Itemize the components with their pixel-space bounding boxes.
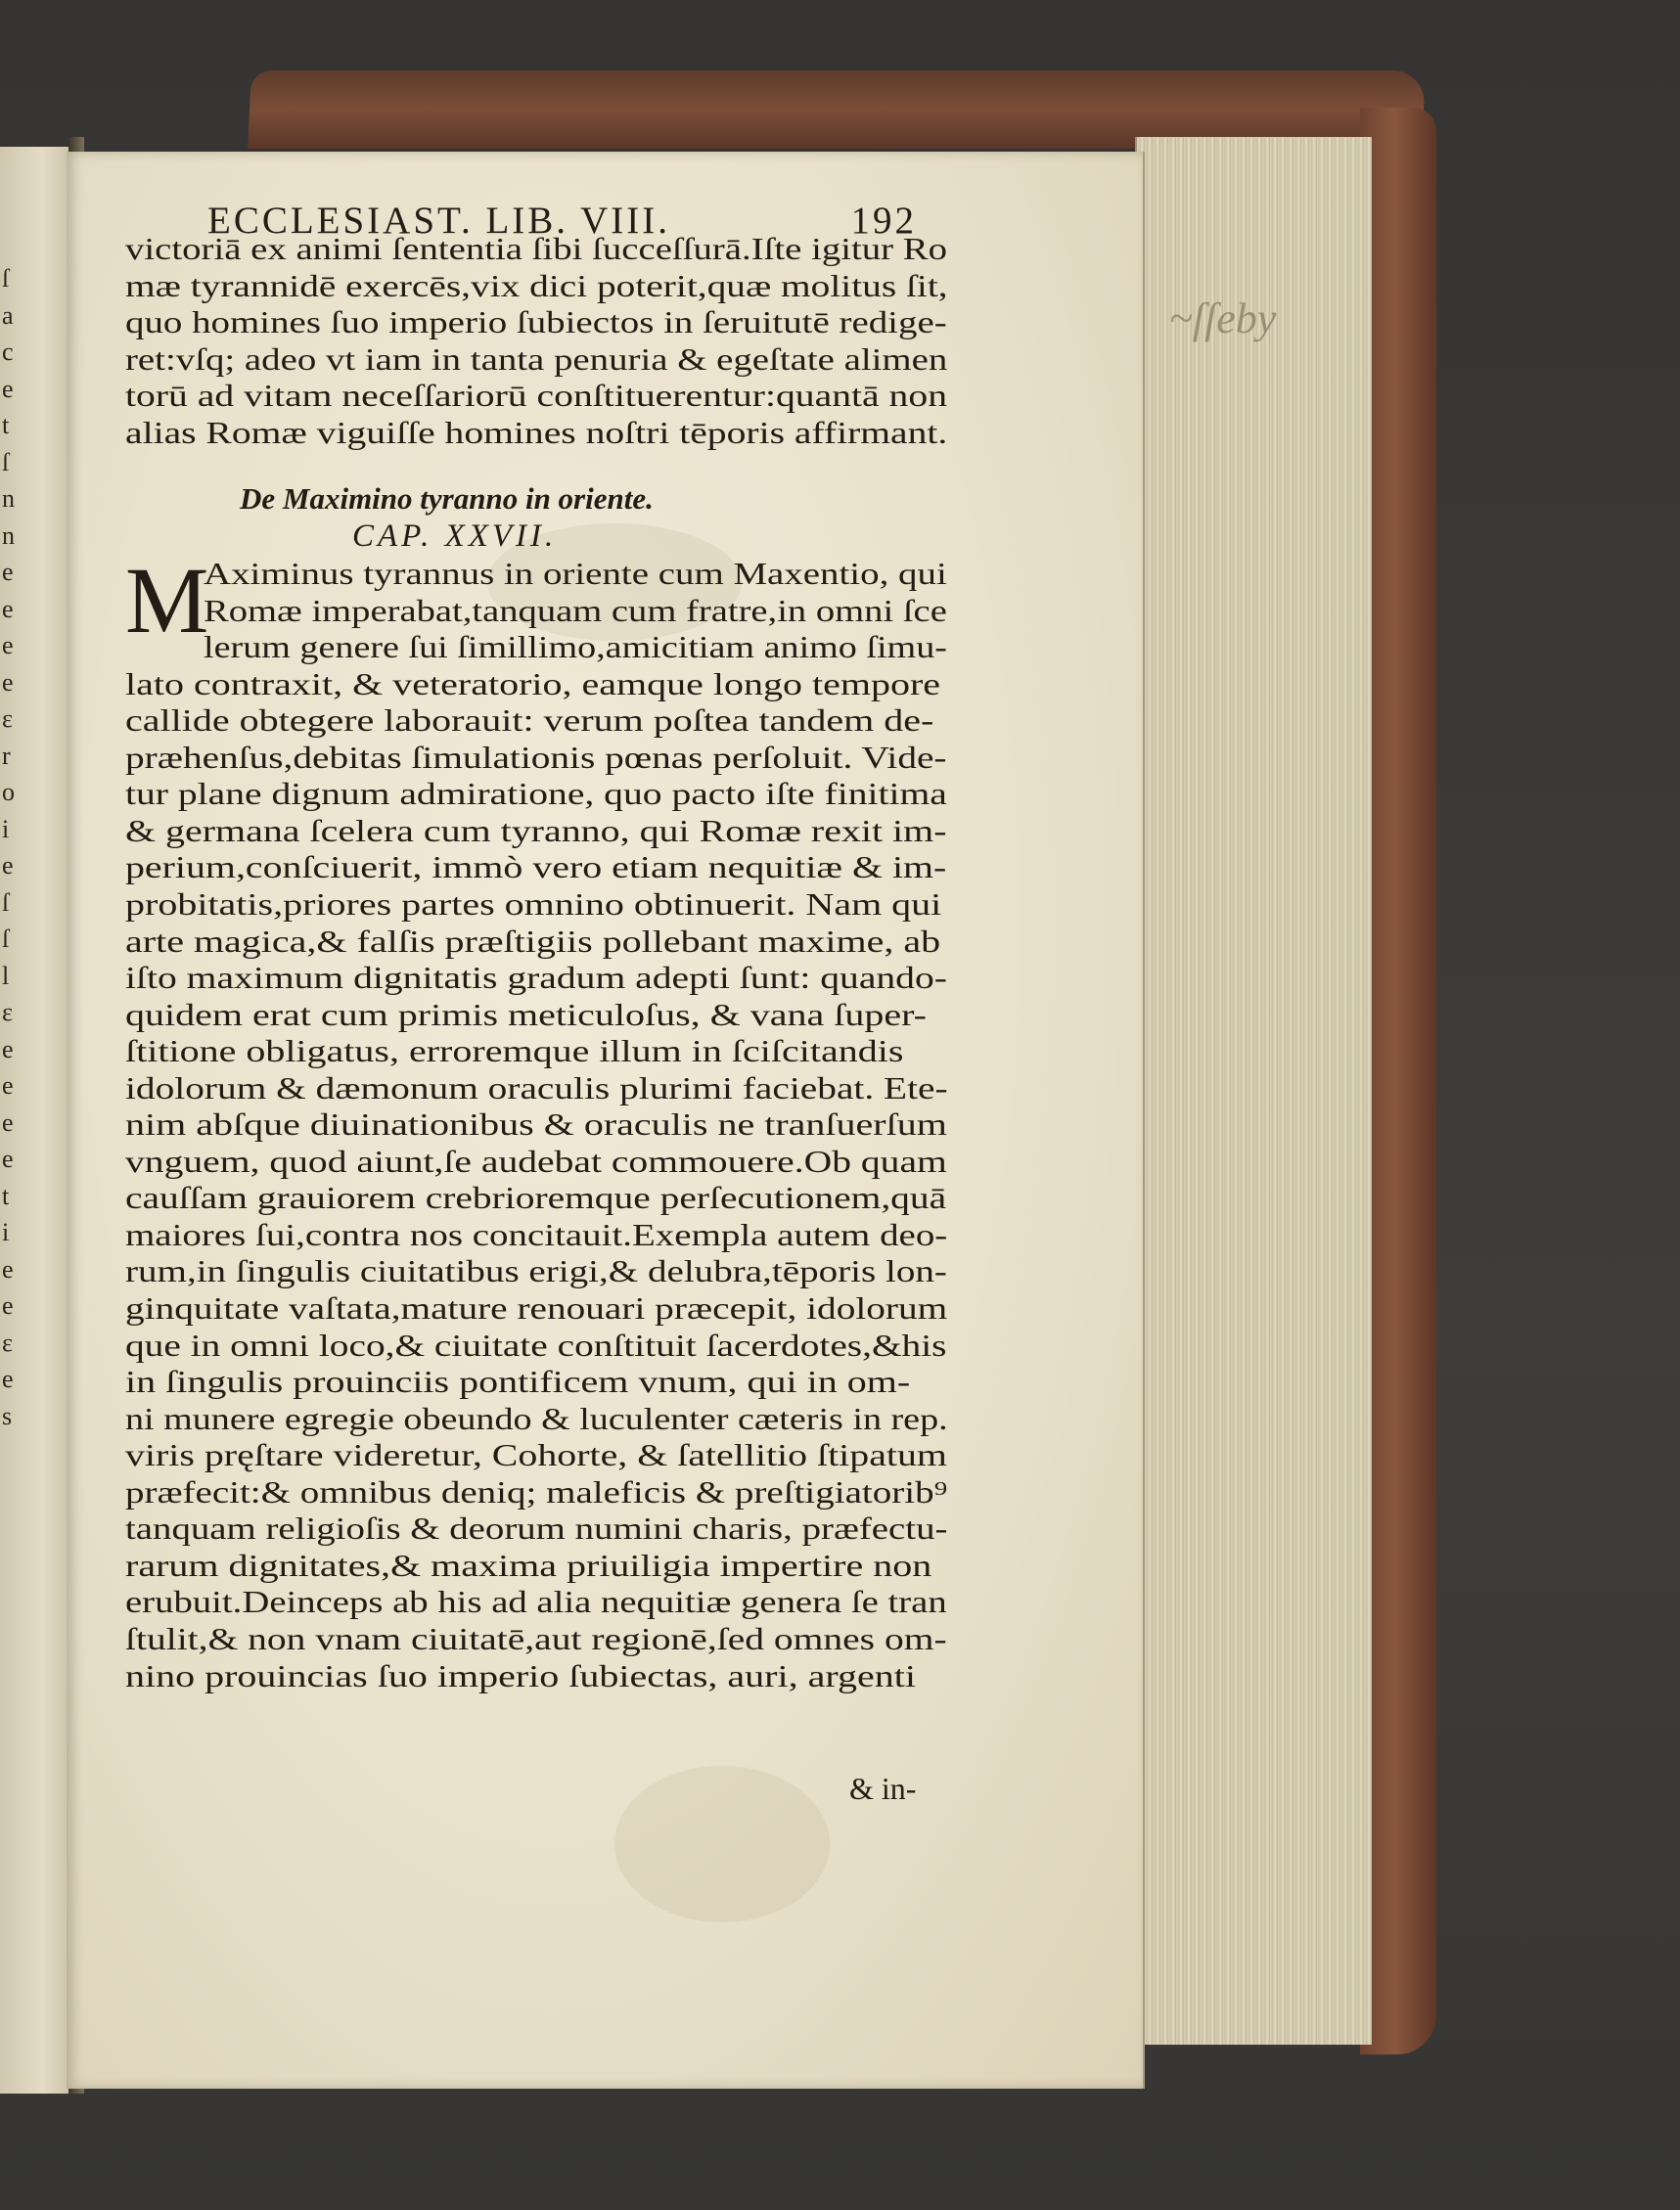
previous-page-letter: c [2, 338, 14, 366]
previous-page-letter: i [2, 814, 10, 843]
text-line: vnguem, quod aiunt,ſe audebat commouere.Ob quam [125, 1143, 947, 1179]
text-line: quo homines ſuo imperio ſubiectos in ſeruitutē redige- [125, 304, 947, 339]
text-line: nino prouincias ſuo imperio ſubiectas, auri, argenti [125, 1657, 916, 1693]
previous-page-letter: e [2, 1365, 14, 1393]
catchword: & in- [849, 1771, 917, 1806]
running-title: ECCLESIAST. LIB. VIII. [207, 200, 670, 242]
previous-page-letter: ε [2, 1328, 13, 1357]
text-line: ginquitate vaſtata,mature renouari præcepit, idolorum [125, 1290, 948, 1326]
text-line: victoriā ex animi ſententia ſibi ſucceſſurā.Iſte igitur Ro [125, 231, 948, 266]
text-line: lerum genere ſui ſimillimo,amicitiam animo ſimu- [204, 629, 947, 665]
previous-page-letter: ε [2, 998, 13, 1026]
text-line: quidem erat cum primis meticuloſus, & vana ſuper- [125, 996, 927, 1032]
previous-page-letter: e [2, 631, 14, 659]
previous-page-letter: e [2, 667, 14, 697]
ownership-mark-on-edge: ~ſſeby [1169, 294, 1277, 342]
text-line: rum,in ſingulis ciuitatibus erigi,& delubra,tēporis lon- [125, 1253, 947, 1289]
text-line: viris pręſtare videretur, Cohorte, & ſatellitio ſtipatum [125, 1437, 947, 1473]
previous-page-letter: l [2, 961, 10, 990]
previous-page-letter: e [2, 851, 14, 879]
page-number: 192 [850, 200, 917, 242]
text-line: lato contraxit, & veteratorio, eamque longo tempore [125, 665, 941, 701]
text-line: in ſingulis prouinciis pontificem vnum, qui in om- [125, 1364, 911, 1400]
previous-page-letter: ſ [2, 264, 10, 293]
previous-page-letter: e [2, 1145, 14, 1173]
previous-page-letter: e [2, 558, 14, 586]
previous-page-letter: a [2, 300, 14, 330]
text-line: alias Romæ viguiſſe homines noſtri tēporis affirmant. [125, 414, 948, 450]
drop-capital: M [125, 548, 209, 653]
text-line: ſtitione obligatus, erroremque illum in ſciſcitandis [125, 1033, 904, 1069]
text-line: & germana ſcelera cum tyranno, qui Romæ rexit im- [125, 812, 947, 848]
text-line: maiores ſui,contra nos concitauit.Exempla autem deo- [125, 1216, 948, 1252]
text-line: tanquam religioſis & deorum numini charis, præfectu- [125, 1511, 948, 1547]
text-line: Aximinus tyrannus in oriente cum Maxentio, qui [204, 556, 947, 591]
previous-page-letter: ε [2, 704, 13, 733]
previous-page-letter: e [2, 594, 14, 623]
text-line: perium,conſciuerit, immò vero etiam nequitiæ & im- [125, 849, 947, 885]
page-block-edges [1135, 137, 1372, 2045]
text-line: rarum dignitates,& maxima priuiligia impertire non [125, 1547, 932, 1583]
previous-page-letter: o [2, 778, 15, 806]
text-line: tur plane dignum admiratione, quo pacto iſte finitima [125, 776, 947, 812]
previous-page-letter: ſ [2, 447, 10, 476]
chapter-subtitle: De Maximino tyranno in oriente. [240, 481, 654, 516]
text-line: callide obtegere laborauit: verum poſtea tandem de- [125, 702, 934, 739]
text-line: erubuit.Deinceps ab his ad alia nequitiæ genera ſe tran [125, 1584, 947, 1620]
previous-page-letter: t [2, 411, 10, 439]
previous-page-letter: e [2, 1071, 14, 1100]
text-line: nim abſque diuinationibus & oraculis ne tranſuerſum [125, 1106, 947, 1143]
text-line: que in omni loco,& ciuitate conſtituit ſacerdotes,&his [125, 1327, 947, 1363]
text-line: mæ tyrannidē exercēs,vix dici poterit,quæ molitus ſit, [125, 267, 948, 303]
text-line: Romæ imperabat,tanquam cum fratre,in omni ſce [204, 592, 947, 628]
text-line: ni munere egregie obeundo & luculenter cæteris in rep. [125, 1400, 948, 1436]
previous-page-letter: t [2, 1181, 10, 1210]
previous-page-letter: ſ [2, 925, 10, 953]
text-line: cauſſam grauiorem crebrioremque perſecutionem,quā [125, 1180, 947, 1216]
text-line: iſto maximum dignitatis gradum adepti ſunt: quando- [125, 960, 947, 996]
chapter-heading: CAP. XXVII. [352, 519, 558, 554]
text-line: idolorum & dæmonum oraculis plurimi faciebat. Ete- [125, 1069, 948, 1105]
text-line: præfecit:& omnibus deniq; maleficis & preſtigiatorib⁹ [125, 1473, 948, 1510]
previous-page-letter: n [2, 520, 15, 550]
text-line: torū ad vitam neceſſariorū conſtituerentur:quantā non [125, 378, 948, 413]
previous-page-letter: e [2, 1034, 14, 1063]
paper-stain [614, 1766, 830, 1922]
text-line: præhenſus,debitas ſimulationis pœnas perſoluit. Vide- [125, 739, 947, 775]
text-line: probitatis,priores partes omnino obtinuerit. Nam qui [125, 885, 942, 922]
text-line: ſtulit,& non vnam ciuitatē,aut regionē,ſed omnes om- [125, 1620, 947, 1656]
previous-page-letter: e [2, 1291, 14, 1320]
previous-page-letter: i [2, 1218, 10, 1246]
previous-page-letters [0, 147, 20, 2094]
previous-page-letter: ſ [2, 887, 10, 917]
previous-page-letter: e [2, 1107, 14, 1137]
previous-page-letter: e [2, 1254, 14, 1284]
previous-page-letter: n [2, 484, 15, 513]
previous-page-letter: r [2, 741, 11, 770]
previous-page-letter: s [2, 1401, 13, 1430]
text-line: ret:vſq; adeo vt iam in tanta penuria & egeſtate alimen [125, 340, 948, 377]
previous-page-letter: e [2, 374, 14, 403]
text-line: arte magica,& falſis præſtigiis pollebant maxime, ab [125, 923, 941, 959]
